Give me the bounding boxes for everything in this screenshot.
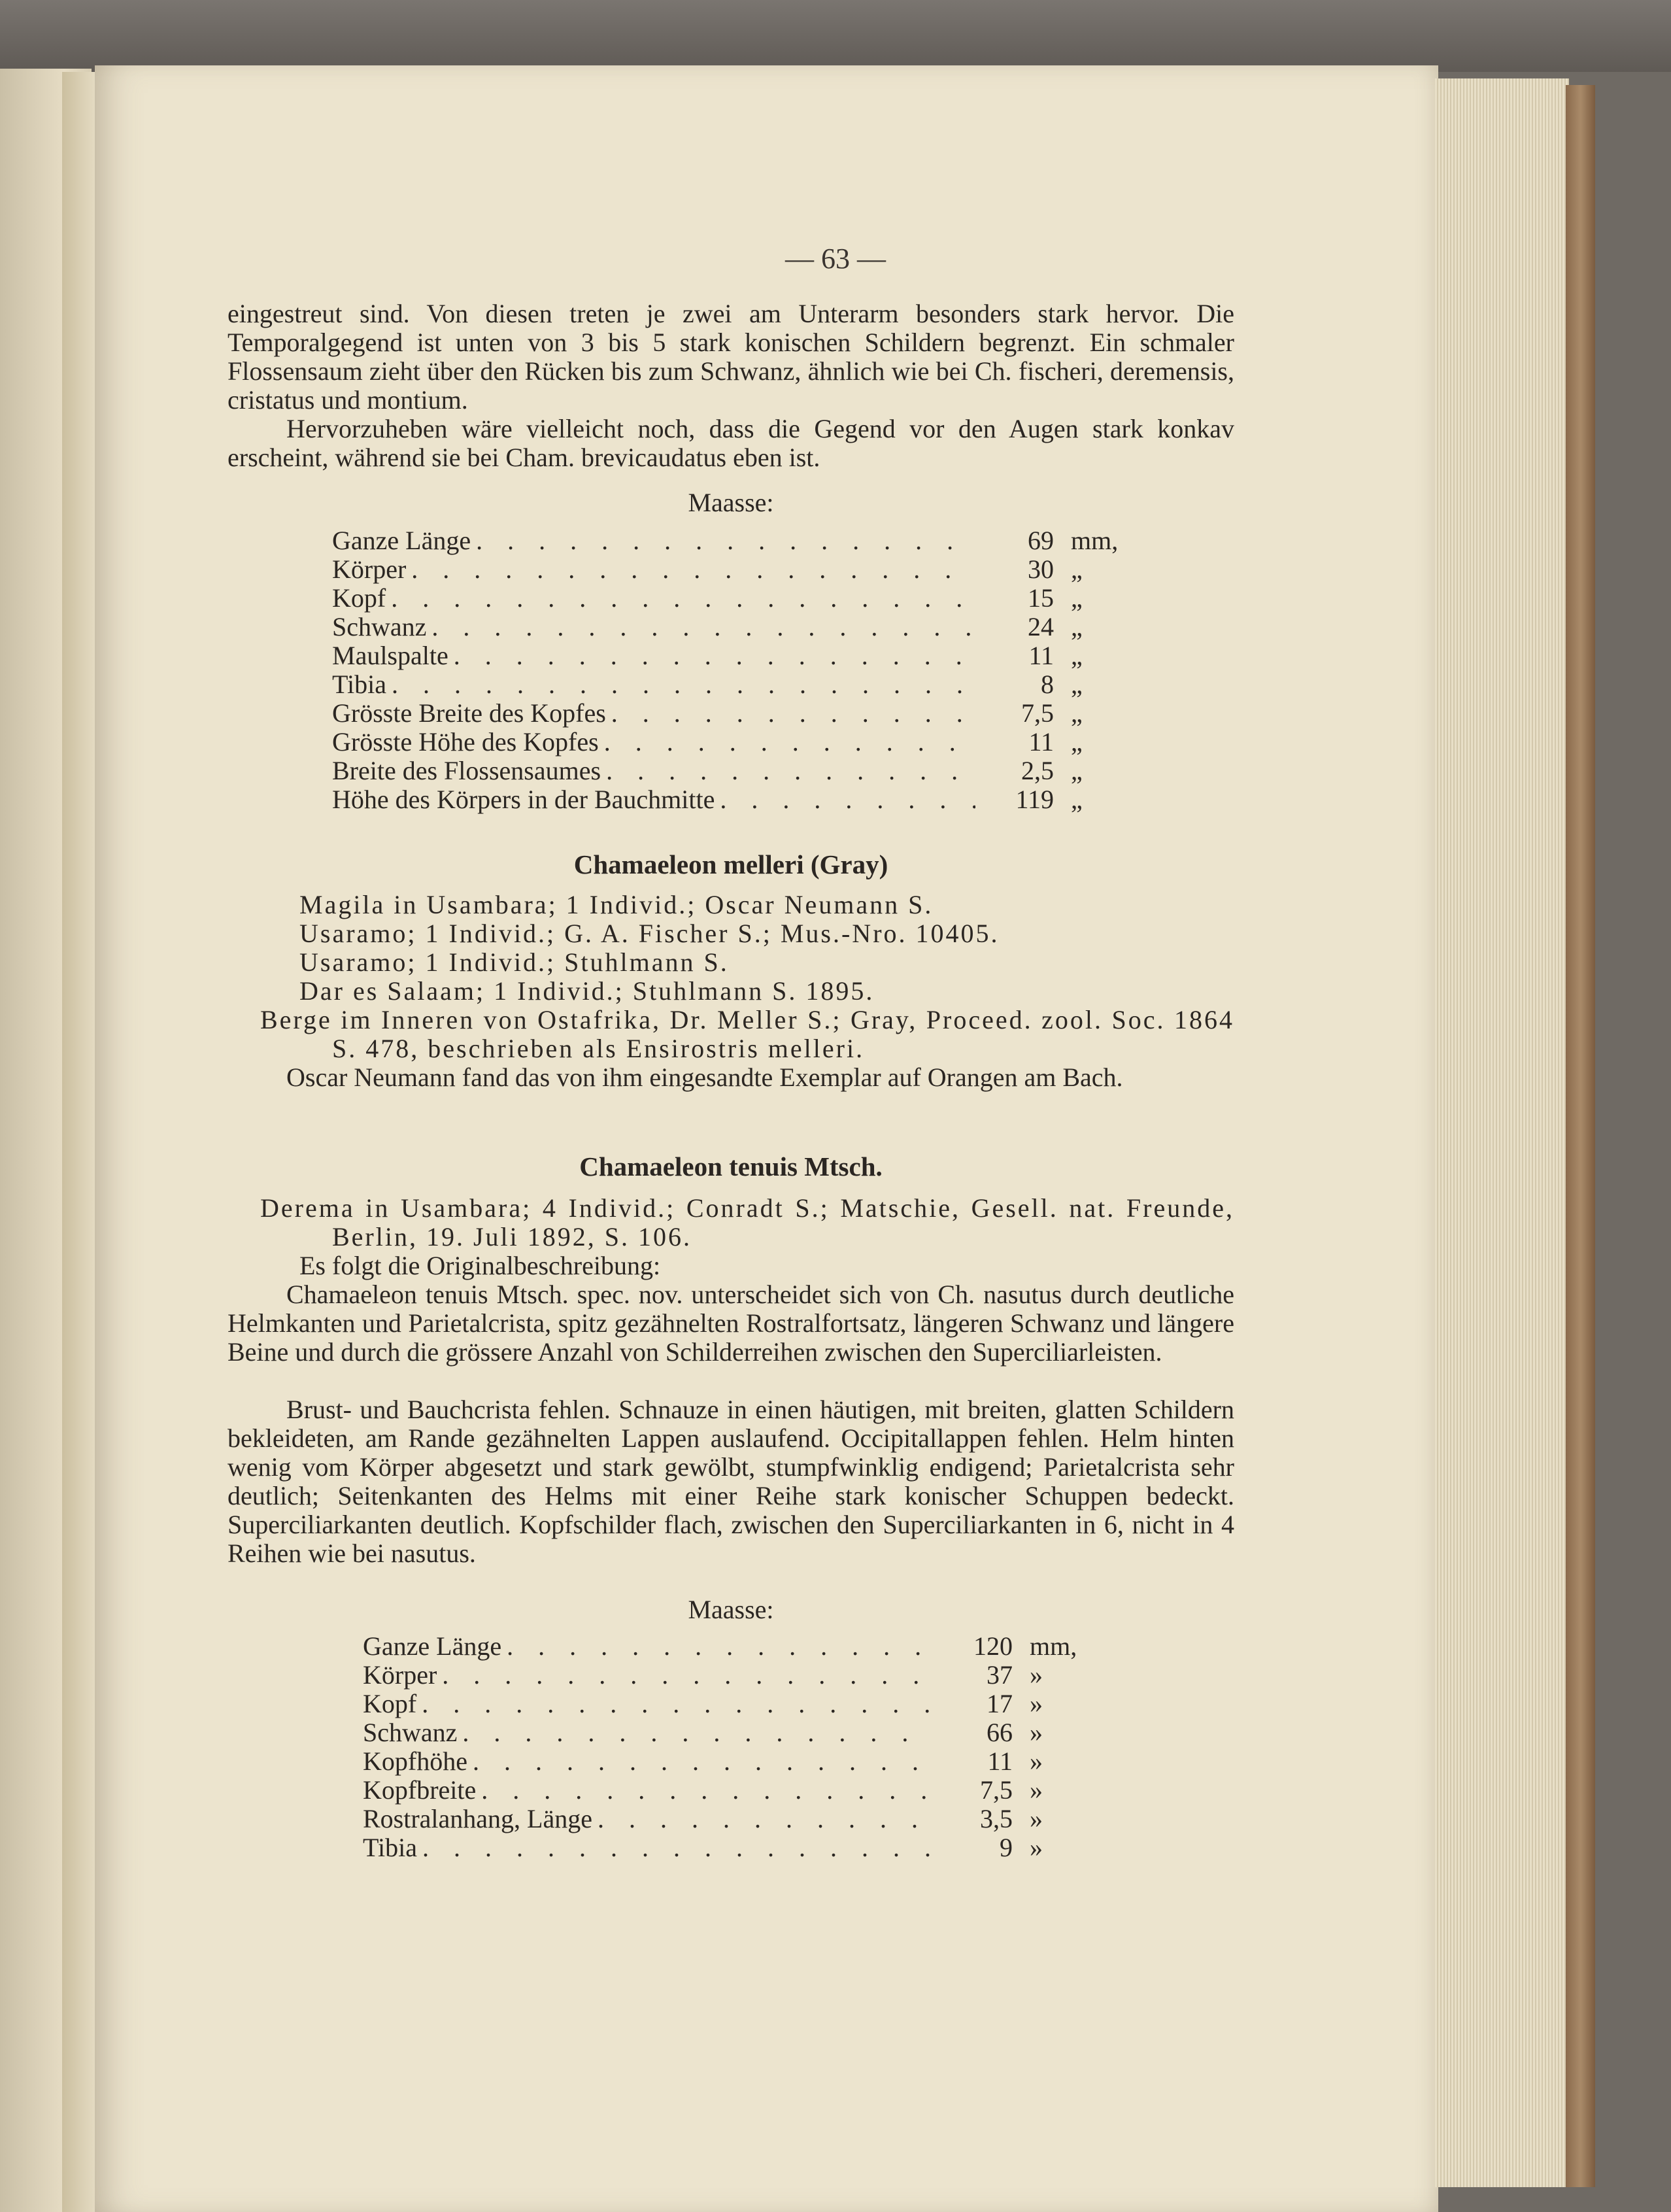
measurement-value: 7,5 (980, 1775, 1013, 1805)
dot-leader (501, 1632, 934, 1661)
measurement-value: 17 (987, 1689, 1013, 1718)
measurement-unit: » (1030, 1746, 1043, 1776)
measurement-unit: mm, (1071, 526, 1119, 555)
dot-leader (599, 728, 975, 757)
measurement-row (363, 1833, 1102, 1862)
dot-leader (416, 1690, 934, 1718)
measurement-value: 11 (987, 1746, 1013, 1776)
intro-paragraph-1: eingestreut sind. Von diesen treten je zwei am Unterarm besonders stark hervor. Die Temporalgegend ist unten von 3 bis 5 stark konischen Schildern begrenzt. Ein schmaler Flossensaum zieht über den Rücken bis zum Schwanz, ähnlich wie bei Ch. fischeri, deremensis, cristatus und montium. (228, 299, 1234, 415)
measurement-unit: „ (1071, 554, 1083, 584)
measurement-label: Schwanz (363, 1718, 458, 1747)
dot-leader (417, 1833, 934, 1862)
measurement-value: 9 (1000, 1833, 1013, 1862)
book-cover-edge (1566, 85, 1595, 2187)
measurement-value: 66 (987, 1718, 1013, 1747)
measurement-unit: „ (1071, 756, 1083, 785)
description-intro: Es folgt die Originalbeschreibung: (299, 1251, 661, 1280)
dot-leader (606, 699, 975, 728)
measurement-label: Tibia (332, 670, 387, 699)
measurement-value: 24 (1028, 612, 1054, 641)
measurement-row (363, 1661, 1102, 1690)
measurement-label: Tibia (363, 1833, 418, 1862)
measurement-unit: „ (1071, 612, 1083, 641)
measurement-row (332, 613, 1149, 641)
measurement-label: Kopf (332, 583, 386, 613)
record-line: Usaramo; 1 Individ.; Stuhlmann S. (299, 947, 729, 977)
measurement-label: Kopf (363, 1689, 417, 1718)
measurement-value: 7,5 (1021, 698, 1054, 728)
measurements-table-2 (363, 1632, 1102, 1862)
measurement-row (332, 670, 1149, 699)
species-heading-tenuis: Chamaeleon tenuis Mtsch. (579, 1151, 883, 1182)
measurement-label: Maulspalte (332, 641, 448, 670)
dot-leader (457, 1718, 934, 1747)
measurement-row (332, 699, 1149, 728)
measurement-row (332, 785, 1149, 814)
measurement-label: Körper (332, 554, 407, 584)
dot-leader (426, 613, 975, 641)
measurement-unit: „ (1071, 727, 1083, 757)
dot-leader (386, 584, 975, 613)
species-heading-melleri: Chamaeleon melleri (Gray) (573, 849, 888, 879)
record-line: Magila in Usambara; 1 Individ.; Oscar Neumann S. (299, 890, 934, 919)
measurement-row (363, 1805, 1102, 1833)
dot-leader (406, 555, 975, 584)
measurement-value: 69 (1028, 526, 1054, 555)
dot-leader (471, 526, 975, 555)
measurement-label: Grösste Breite des Kopfes (332, 698, 606, 728)
measures-title: Maasse: (688, 488, 774, 517)
measurement-value: 2,5 (1021, 756, 1054, 785)
measures-title: Maasse: (688, 1595, 774, 1624)
dot-leader (476, 1776, 934, 1805)
measurement-row (363, 1747, 1102, 1776)
measurement-label: Schwanz (332, 612, 427, 641)
measurement-label: Ganze Länge (363, 1631, 502, 1661)
measurement-value: 3,5 (980, 1804, 1013, 1833)
measurement-unit: „ (1071, 785, 1083, 814)
measurement-unit: » (1030, 1718, 1043, 1747)
collector-note: Oscar Neumann fand das von ihm eingesandte Exemplar auf Orangen am Bach. (286, 1063, 1123, 1092)
measurement-value: 11 (1028, 641, 1054, 670)
measurement-unit: „ (1071, 583, 1083, 613)
measurement-row (332, 728, 1149, 757)
page-edges (1435, 78, 1569, 2187)
measurement-value: 119 (1015, 785, 1054, 814)
measurement-row (332, 526, 1149, 555)
measurement-label: Breite des Flossensaumes (332, 756, 601, 785)
measurement-value: 8 (1041, 670, 1054, 699)
measurement-value: 15 (1028, 583, 1054, 613)
measurement-unit: » (1030, 1775, 1043, 1805)
page-number: — 63 — (785, 243, 886, 275)
measurement-label: Grösste Höhe des Kopfes (332, 727, 599, 757)
measurement-row (332, 757, 1149, 785)
dot-leader (601, 757, 975, 785)
measurement-unit: » (1030, 1660, 1043, 1690)
measurement-row (363, 1718, 1102, 1747)
measurement-row (363, 1776, 1102, 1805)
measurement-unit: » (1030, 1804, 1043, 1833)
record-line: Usaramo; 1 Individ.; G. A. Fischer S.; Mus.-Nro. 10405. (299, 919, 1000, 948)
measurement-row (332, 641, 1149, 670)
description-paragraph-2: Brust- und Bauchcrista fehlen. Schnauze in einen häutigen, mit breiten, glatten Schildern bekleideten, am Rande gezähnelten Lappen auslaufend. Occipitallappen fehlen. Helm hinten wenig vom Körper abgesetzt und stark gewölbt, stumpfwinklig endigend; Parietalcrista sehr deutlich; Seitenkanten des Helms mit einer Reihe stark konischer Schuppen bedeckt. Superciliarkanten deutlich. Kopfschilder flach, zwischen den Superciliarkanten in 6, nicht in 4 Reihen wie bei nasutus. (228, 1395, 1234, 1568)
description-paragraph-1: Chamaeleon tenuis Mtsch. spec. nov. unterscheidet sich von Ch. nasutus durch deutliche Helmkanten und Parietalcrista, spitz gezähnelten Rostralfortsatz, längeren Schwanz und längere Beine und durch die grössere Anzahl von Schilderreihen zwischen den Superciliarleisten. (228, 1280, 1234, 1367)
measurement-unit: „ (1071, 698, 1083, 728)
intro-paragraph-2: Hervorzuheben wäre vielleicht noch, dass die Gegend vor den Augen stark konkav erscheint, während sie bei Cham. brevicaudatus eben ist. (228, 414, 1234, 472)
measurement-value: 120 (973, 1631, 1013, 1661)
measurement-label: Rostralanhang, Länge (363, 1804, 592, 1833)
measurement-unit: „ (1071, 670, 1083, 699)
measurement-row (332, 555, 1149, 584)
dot-leader (592, 1805, 934, 1833)
dot-leader (715, 785, 975, 814)
dot-leader (467, 1747, 934, 1776)
dot-leader (448, 641, 975, 670)
measurement-value: 30 (1028, 554, 1054, 584)
measurement-unit: » (1030, 1689, 1043, 1718)
measurements-table-1 (332, 526, 1149, 814)
measurement-label: Körper (363, 1660, 437, 1690)
measurement-row (332, 584, 1149, 613)
record-line: Dar es Salaam; 1 Individ.; Stuhlmann S. 1895. (299, 976, 875, 1006)
dot-leader (437, 1661, 934, 1690)
record-line: Derema in Usambara; 4 Individ.; Conradt S.; Matschie, Gesell. nat. Freunde, Berlin, 19. Juli 1892, S. 106. (260, 1193, 1234, 1251)
measurement-unit: mm, (1030, 1631, 1077, 1661)
dot-leader (386, 670, 975, 699)
measurement-label: Ganze Länge (332, 526, 471, 555)
measurement-row (363, 1632, 1102, 1661)
measurement-row (363, 1690, 1102, 1718)
measurement-label: Höhe des Körpers in der Bauchmitte (332, 785, 715, 814)
measurement-label: Kopfhöhe (363, 1746, 467, 1776)
scan-background-top (0, 0, 1671, 72)
measurement-unit: » (1030, 1833, 1043, 1862)
measurement-value: 11 (1028, 727, 1054, 757)
reference-record: Berge im Inneren von Ostafrika, Dr. Meller S.; Gray, Proceed. zool. Soc. 1864 S. 478, beschrieben als Ensirostris melleri. (260, 1005, 1234, 1063)
measurement-value: 37 (987, 1660, 1013, 1690)
measurement-label: Kopfbreite (363, 1775, 477, 1805)
measurement-unit: „ (1071, 641, 1083, 670)
